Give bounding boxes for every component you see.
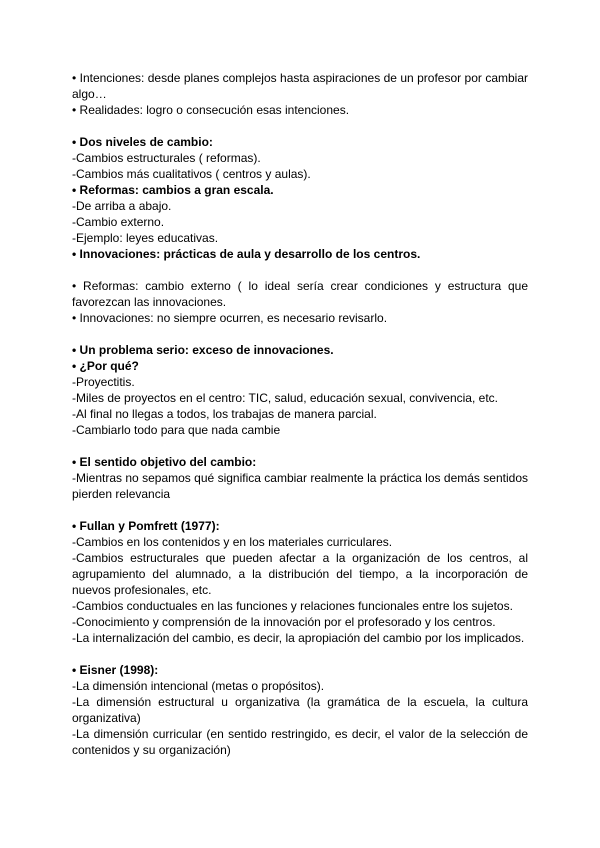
paragraph-block — [72, 454, 528, 502]
text-line: -Cambios estructurales que pueden afectar a la organización de los centros, al agrupamiento del alumnado, a la distribución del tiempo, a la incorporación de nuevos profesionales, etc. — [72, 551, 528, 597]
text-line: • Intenciones: desde planes complejos hasta aspiraciones de un profesor por cambiar algo… — [72, 71, 528, 101]
text-line: -La dimensión curricular (en sentido restringido, es decir, el valor de la selección de contenidos y su organización) — [72, 727, 528, 757]
text-line: -Proyectitis. — [72, 375, 135, 389]
text-line: -Cambios en los contenidos y en los materiales curriculares. — [72, 535, 393, 549]
text-line: -Cambiarlo todo para que nada cambie — [72, 423, 281, 437]
section-heading: • ¿Por qué? — [72, 359, 139, 373]
section-heading: • Un problema serio: exceso de innovaciones. — [72, 343, 334, 357]
text-line: -Miles de proyectos en el centro: TIC, salud, educación sexual, convivencia, etc. — [72, 391, 498, 405]
section-heading: • Eisner (1998): — [72, 663, 159, 677]
text-line: -Cambio externo. — [72, 215, 165, 229]
text-line: -Al final no llegas a todos, los trabajas de manera parcial. — [72, 407, 377, 421]
section-heading: • El sentido objetivo del cambio: — [72, 455, 257, 469]
text-line: • Realidades: logro o consecución esas intenciones. — [72, 103, 350, 117]
paragraph-block — [72, 518, 528, 646]
paragraph-block — [72, 662, 528, 758]
text-line: -La internalización del cambio, es decir, la apropiación del cambio por los implicados. — [72, 631, 525, 645]
paragraph-block — [72, 342, 528, 438]
text-line: -Ejemplo: leyes educativas. — [72, 231, 219, 245]
section-heading: • Reformas: cambios a gran escala. — [72, 183, 274, 197]
text-line: -Cambios conductuales en las funciones y relaciones funcionales entre los sujetos. — [72, 599, 513, 613]
text-line: -La dimensión intencional (metas o propósitos). — [72, 679, 325, 693]
text-line: -Mientras no sepamos qué significa cambiar realmente la práctica los demás sentidos pierden relevancia — [72, 471, 528, 501]
text-line: -Cambios más cualitativos ( centros y aulas). — [72, 167, 311, 181]
paragraph-block — [72, 134, 528, 262]
text-line: -Conocimiento y comprensión de la innovación por el profesorado y los centros. — [72, 615, 496, 629]
text-line: -De arriba a abajo. — [72, 199, 172, 213]
section-heading: • Innovaciones: prácticas de aula y desarrollo de los centros. — [72, 247, 421, 261]
section-heading: • Dos niveles de cambio: — [72, 135, 213, 149]
text-line: • Innovaciones: no siempre ocurren, es necesario revisarlo. — [72, 311, 388, 325]
paragraph-block — [72, 70, 528, 118]
text-line: -La dimensión estructural u organizativa (la gramática de la escuela, la cultura organizativa) — [72, 695, 528, 725]
text-line: -Cambios estructurales ( reformas). — [72, 151, 261, 165]
text-line: • Reformas: cambio externo ( lo ideal sería crear condiciones y estructura que favorezcan las innovaciones. — [72, 279, 528, 309]
paragraph-block — [72, 278, 528, 326]
section-heading: • Fullan y Pomfrett (1977): — [72, 519, 220, 533]
